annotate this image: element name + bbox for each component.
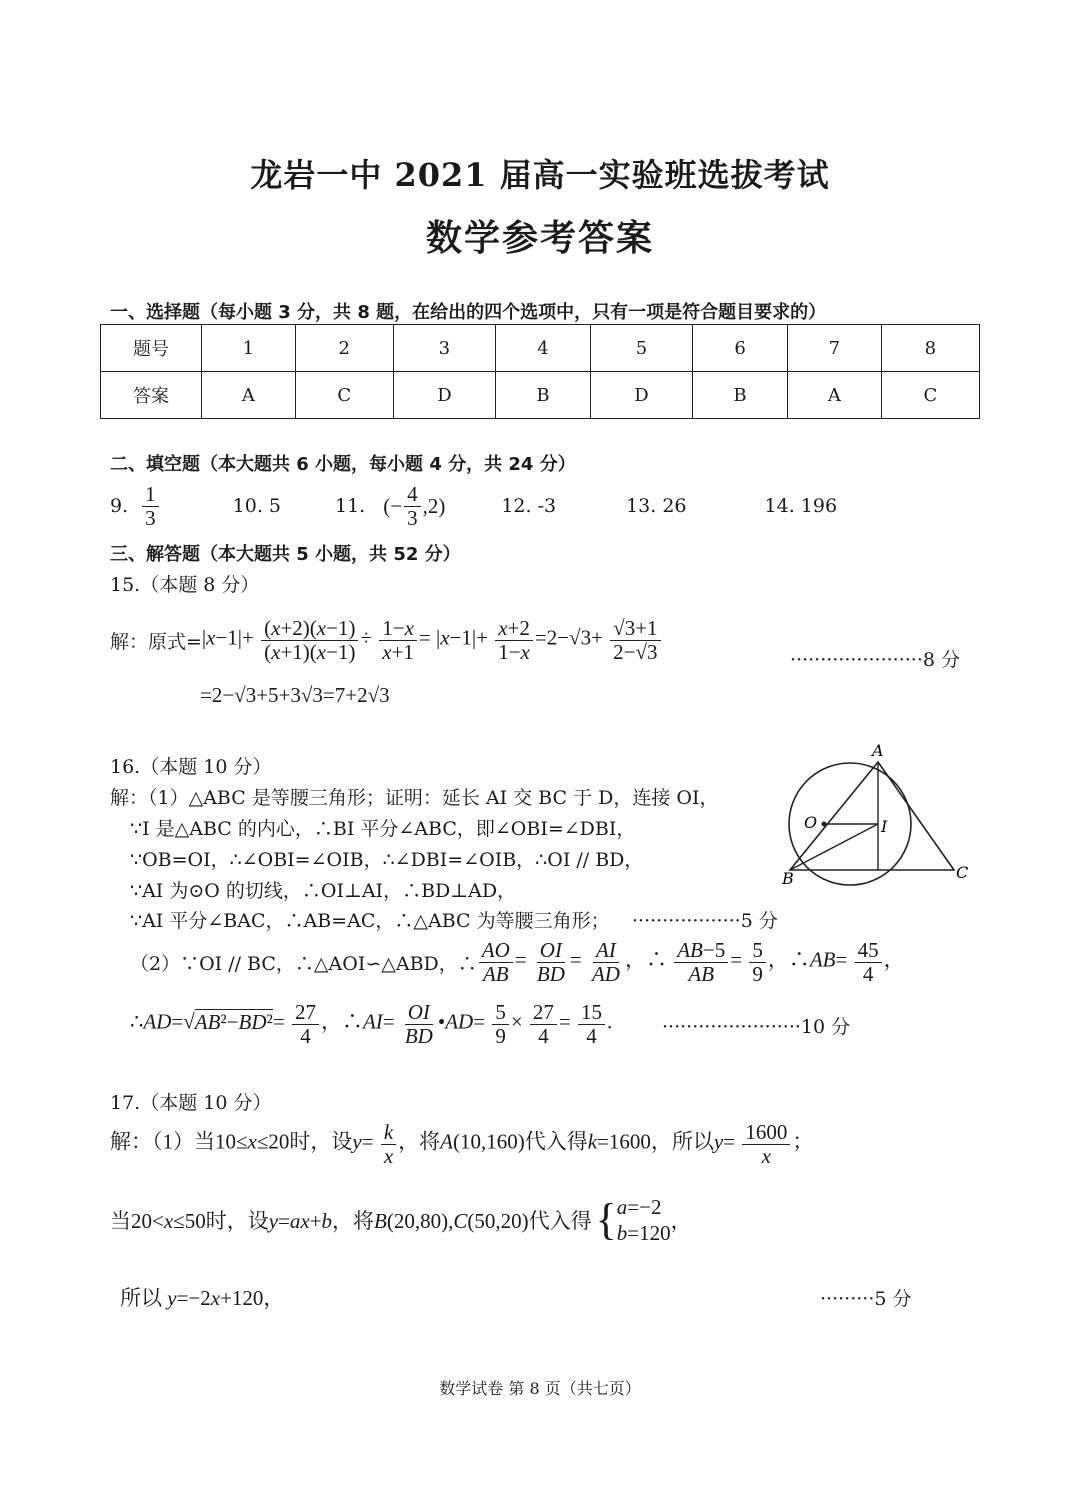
table-cell: 8 bbox=[881, 325, 979, 372]
q14-answer: 14. 196 bbox=[764, 495, 838, 517]
label-i: I bbox=[881, 817, 888, 836]
q16-line3: ∵OB=OI，∴∠OBI=∠OIB，∴∠DBI=∠OIB，∴OI // BD， bbox=[130, 849, 644, 871]
part3-heading: 三、解答题（本大题共 5 小题，共 52 分） bbox=[110, 544, 461, 565]
q11-label: 11. bbox=[335, 495, 366, 517]
q17-title: 17.（本题 10 分） bbox=[110, 1092, 272, 1114]
q16-ad-line bbox=[130, 994, 612, 1054]
q17-line2-text: 当20<x≤50时，设y=ax+b，将B(20,80),C(50,20)代入得 bbox=[110, 1209, 592, 1233]
table-cell: B bbox=[495, 372, 590, 419]
q16-score1: ··················5 分 bbox=[632, 910, 778, 932]
part1-heading: 一、选择题（每小题 3 分，共 8 题，在给出的四个选项中，只有一项是符合题目要求的） bbox=[110, 302, 827, 323]
table-cell: 7 bbox=[788, 325, 882, 372]
table-cell: D bbox=[393, 372, 495, 419]
table-cell: 2 bbox=[295, 325, 393, 372]
table-cell: A bbox=[788, 372, 882, 419]
table-cell: 1 bbox=[202, 325, 296, 372]
label-o: O bbox=[804, 813, 818, 832]
q11-denominator: 3 bbox=[407, 505, 418, 530]
q11-numerator: 4 bbox=[404, 483, 421, 506]
q9-denominator: 3 bbox=[145, 505, 156, 530]
table-cell: C bbox=[295, 372, 393, 419]
q9-label: 9. bbox=[110, 495, 129, 517]
answer-key-title: 数学参考答案 bbox=[425, 217, 654, 259]
brace-icon: { bbox=[595, 1195, 617, 1244]
q16-line5: ∵AI 平分∠BAC，∴AB=AC，∴△ABC 为等腰三角形； bbox=[130, 910, 610, 932]
q17-line1 bbox=[110, 1114, 813, 1174]
q15-line2: =2−√3+5+3√3=7+2√3 bbox=[200, 683, 390, 707]
q9-fraction bbox=[142, 483, 159, 528]
q15-title: 15.（本题 8 分） bbox=[110, 574, 260, 596]
q16-ratio-expression: $\frac{AO}{AB}$ = $\frac{OI}{BD}$ = $\frac{AI}{AD}$ ，∴ $\frac{AB-5}{AB}$ = $\frac{5}{9}$ ，∴AB= $\frac{45}{4}$ ， bbox=[477, 939, 905, 984]
q17-score: ·········5 分 bbox=[820, 1288, 912, 1310]
q16-part2-line bbox=[130, 932, 905, 992]
q15-prefix: 解：原式= bbox=[110, 630, 202, 653]
q16-ad-expression: ∴AD=√AB²−BD²= $\frac{27}{4}$ ，∴AI= $\frac{OI}{BD}$ •AD= $\frac{5}{9}$ × $\frac{27}{4}$ = $\frac{15}{4}$ . bbox=[130, 1000, 613, 1048]
q11-close: ,2) bbox=[422, 493, 446, 518]
q16-line1: 解：（1）△ABC 是等腰三角形；证明：延长 AI 交 BC 于 D，连接 OI， bbox=[110, 787, 719, 809]
q17-system: a=−2 b=120 bbox=[616, 1194, 671, 1245]
q16-line4: ∵AI 为⊙O 的切线，∴OI⊥AI，∴BD⊥AD， bbox=[130, 880, 517, 902]
point-o bbox=[822, 822, 827, 827]
q15-expression: |x−1|+ $\frac{(x+2)(x-1)}{(x+1)(x-1)}$ ÷ $\frac{1-x}{x+1}$ = |x−1|+ $\frac{x+2}{1-x}$ =2−√3+ $\frac{√3+1}{2-√3}$ bbox=[202, 617, 663, 662]
table-cell: B bbox=[693, 372, 788, 419]
q12-answer: 12. -3 bbox=[501, 495, 557, 517]
q16-title: 16.（本题 10 分） bbox=[110, 756, 272, 778]
q16-part2-prefix: （2）∵OI // BC，∴△AOI∽△ABD，∴ bbox=[130, 952, 477, 975]
label-c: C bbox=[956, 863, 969, 882]
part2-heading: 二、填空题（本大题共 6 小题，每小题 4 分，共 24 分） bbox=[110, 454, 576, 475]
table-cell: 4 bbox=[495, 325, 590, 372]
fill-blank-answers bbox=[110, 478, 837, 534]
q13-answer: 13. 26 bbox=[626, 495, 687, 517]
q17-line2: 当20<x≤50时，设y=ax+b，将B(20,80),C(50,20)代入得 { a=−2 b=120 ， bbox=[110, 1194, 692, 1245]
table-cell: 3 bbox=[393, 325, 495, 372]
table-row-answers bbox=[101, 372, 980, 419]
q16-score2: ·······················10 分 bbox=[662, 1016, 851, 1038]
table-cell: C bbox=[881, 372, 979, 419]
table-cell: 6 bbox=[693, 325, 788, 372]
table-cell: D bbox=[590, 372, 692, 419]
row-label-answer: 答案 bbox=[101, 372, 202, 419]
row-label-number: 题号 bbox=[101, 325, 202, 372]
answer-table bbox=[100, 324, 980, 419]
page-footer: 数学试卷 第 8 页（共七页） bbox=[439, 1379, 641, 1398]
table-cell: A bbox=[202, 372, 296, 419]
exam-title: 龙岩一中 2021 届高一实验班选拔考试 bbox=[250, 156, 830, 194]
table-cell: 5 bbox=[590, 325, 692, 372]
q15-score: ······················8 分 bbox=[790, 649, 960, 671]
q11-fraction bbox=[404, 483, 421, 528]
q9-numerator: 1 bbox=[142, 483, 159, 506]
geometry-figure bbox=[760, 738, 980, 888]
q11-open: (− bbox=[383, 493, 403, 518]
q16-line2: ∵I 是△ABC 的内心，∴BI 平分∠ABC，即∠OBI=∠DBI， bbox=[130, 818, 636, 840]
table-row-numbers bbox=[101, 325, 980, 372]
q17-line1-text: 解：（1）当10≤x≤20时，设y= $\frac{k}{x}$ ，将A(10,160)代入得k=1600，所以y= $\frac{1600}{x}$ ； bbox=[110, 1120, 814, 1168]
q10-answer: 10. 5 bbox=[232, 495, 281, 517]
label-a: A bbox=[872, 741, 884, 760]
label-b: B bbox=[782, 869, 794, 888]
q15-line1 bbox=[110, 608, 663, 672]
q17-line3: 所以 y=−2x+120， bbox=[120, 1286, 285, 1310]
